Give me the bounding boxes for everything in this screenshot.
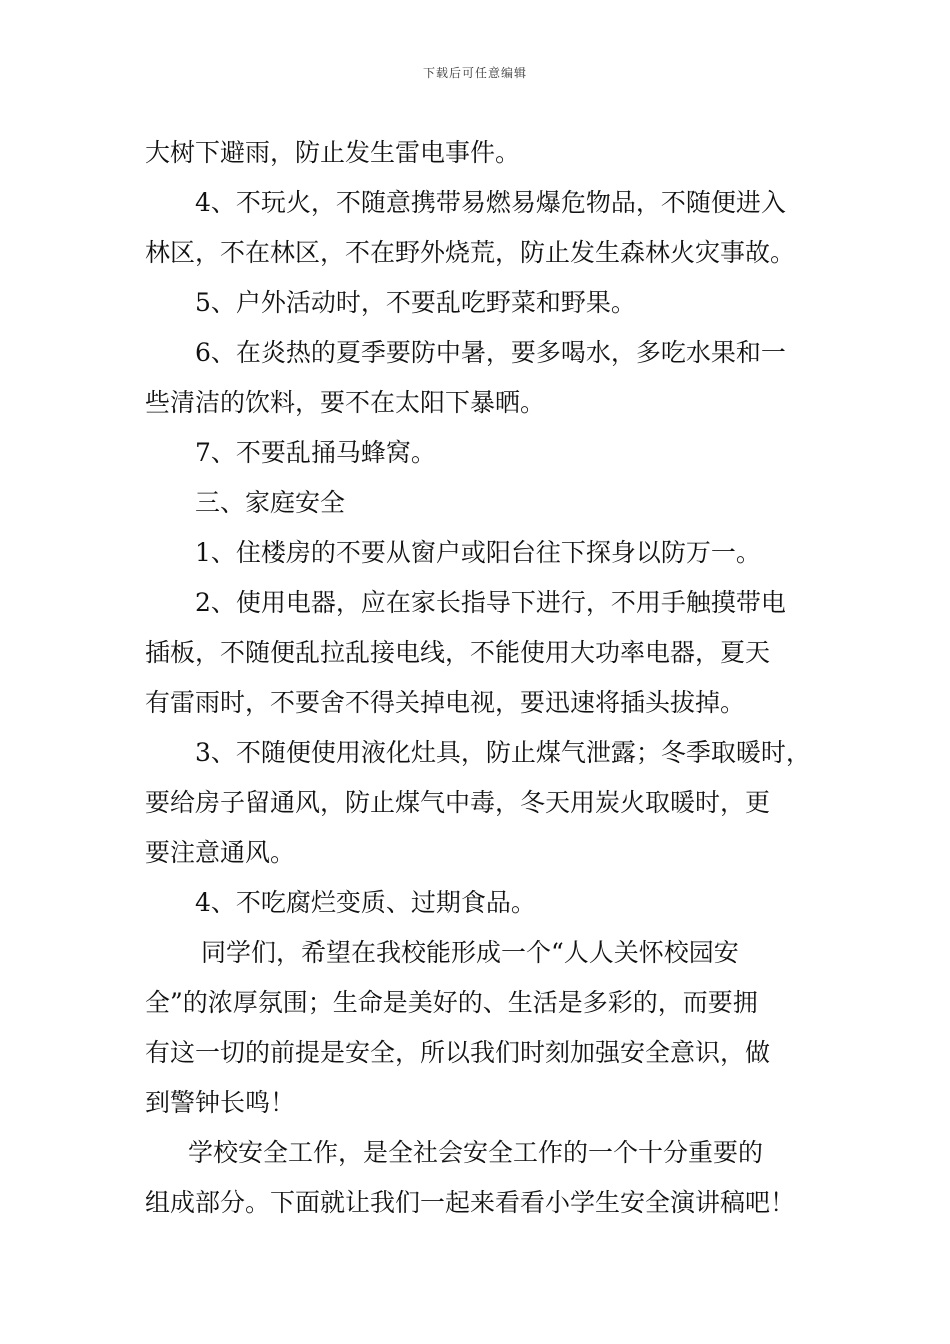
page-header-note: 下载后可任意编辑 (422, 66, 527, 80)
text-line: 要给房子留通风，防止煤气中毒，冬天用炭火取暖时，更 (145, 788, 771, 817)
text-line: 2、使用电器，应在家长指导下进行，不用手触摸带电 (195, 588, 786, 617)
text-line: 3、不随便使用液化灶具，防止煤气泄露；冬季取暖时， (195, 738, 811, 767)
text-line: 4、不吃腐烂变质、过期食品。 (195, 888, 536, 917)
text-line: 学校安全工作，是全社会安全工作的一个十分重要的 (188, 1138, 764, 1167)
text-line: 些清洁的饮料，要不在太阳下暴晒。 (145, 388, 546, 417)
text-line: 插板，不随便乱拉乱接电线，不能使用大功率电器，夏天 (145, 638, 771, 667)
text-line: 1、住楼房的不要从窗户或阳台往下探身以防万一。 (195, 538, 761, 567)
text-line: 组成部分。下面就让我们一起来看看小学生安全演讲稿吧！ (145, 1188, 796, 1217)
text-line: 到警钟长鸣！ (145, 1088, 296, 1117)
document-body (145, 128, 835, 1228)
text-line: 大树下避雨，防止发生雷电事件。 (145, 138, 521, 167)
text-line: 4、不玩火，不随意携带易燃易爆危物品，不随便进入 (195, 188, 786, 217)
section-heading: 三、家庭安全 (195, 488, 346, 517)
text-line: 5、户外活动时，不要乱吃野菜和野果。 (195, 288, 636, 317)
text-line: 全”的浓厚氛围；生命是美好的、生活是多彩的，而要拥 (145, 988, 758, 1017)
text-line: 有这一切的前提是安全，所以我们时刻加强安全意识，做 (145, 1038, 771, 1067)
text-line: 同学们，希望在我校能形成一个“人人关怀校园安 (201, 938, 739, 967)
text-line: 7、不要乱捅马蜂窝。 (195, 438, 436, 467)
text-line: 有雷雨时，不要舍不得关掉电视，要迅速将插头拔掉。 (145, 688, 746, 717)
text-line: 要注意通风。 (145, 838, 296, 867)
text-line: 6、在炎热的夏季要防中暑，要多喝水，多吃水果和一 (195, 338, 786, 367)
text-line: 林区，不在林区，不在野外烧荒，防止发生森林火灾事故。 (145, 238, 796, 267)
